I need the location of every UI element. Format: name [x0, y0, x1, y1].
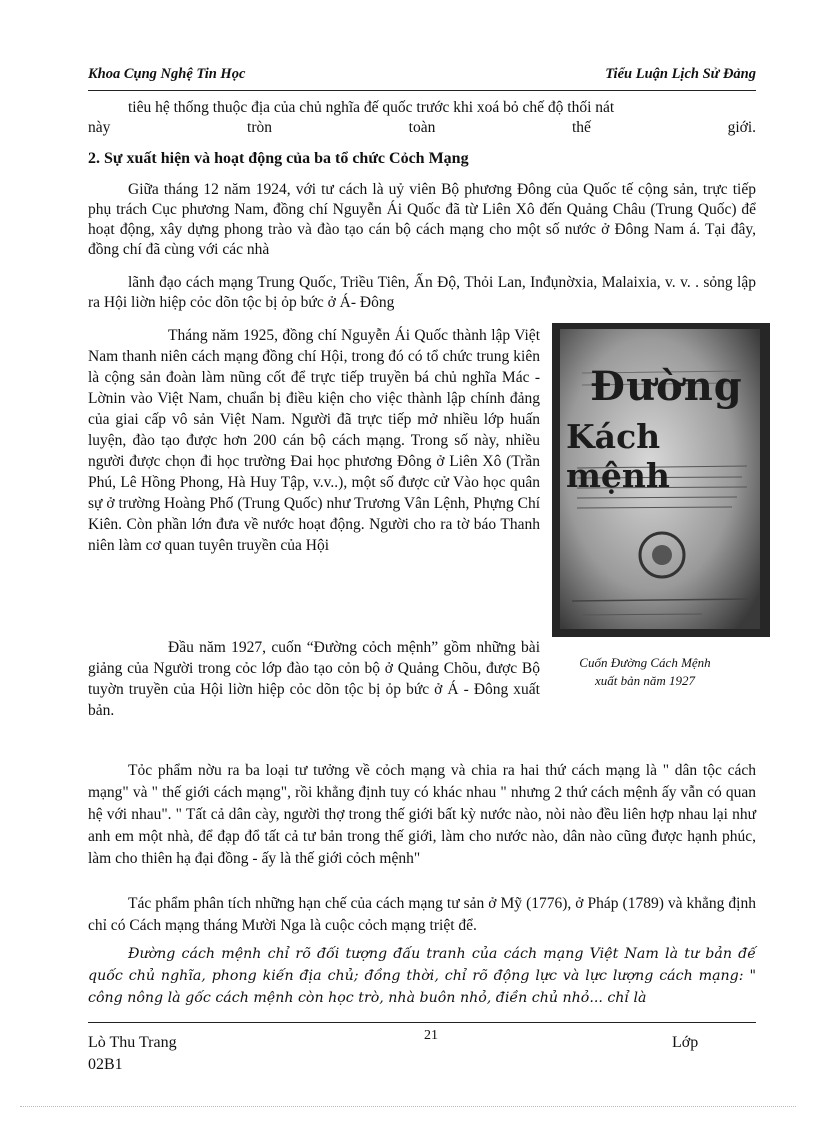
page-number: 21: [424, 1028, 438, 1043]
paragraph-5: Tỏc phẩm nờu ra ba loại tư tưởng về cỏch mạng và chia ra hai thứ cách mạng là " dân tộc cách mạng" và " thế giới cách mạng", rồi khẳng định tuy có khác nhau " nhưng 2 thứ cách mệnh ấy vẫn có quan hệ với nhau". " Tất cả dân cày, người thợ trong thế giới bất kỳ nước nào, nòi nào đều liên hợp nhau lại như anh em một nhà, để đạp đổ tất cả tư bản trong thế giới, làm cho nước nào, dân nào cũng được hạnh phúc, làm cho thiên hạ đại đồng - ấy là thế giới cỏch mệnh": [88, 762, 756, 867]
header-faculty: Khoa Cụng Nghệ Tin Học: [88, 66, 246, 82]
paragraph-2: lãnh đạo cách mạng Trung Quốc, Triều Tiên, Ấn Độ, Thỏi Lan, Inđụnờxia, Malaixia, v. v. . sỏng lập ra Hội liờn hiệp cỏc dõn tộc bị ỏp bức ở Á- Đông: [88, 274, 756, 311]
header-rule: [88, 90, 756, 91]
book-title-2: Kách mệnh: [566, 417, 670, 495]
header-subject: Tiểu Luận Lịch Sử Đảng: [605, 66, 756, 82]
footer-rule: [88, 1022, 756, 1023]
figure-caption: [530, 654, 760, 690]
page-bottom-border: [20, 1106, 796, 1107]
book-cover-image: [552, 323, 770, 637]
page-header: [88, 66, 756, 88]
paragraph-3: Tháng năm 1925, đồng chí Nguyễn Ái Quốc thành lập Việt Nam thanh niên cách mạng đồng chí Hội, trong đó có tổ chức trung kiên là cộng sản đoàn làm nũng cốt để trực tiếp truyền bá chủ nghĩa Mác - Lờnin vào Việt Nam, chuẩn bị điều kiện cho việc thành lập chính đảng của giai cấp vô sản Việt Nam. Người đã trực tiếp mở nhiều lớp huấn luyện, đào tạo được hơn 200 cán bộ cách mạng. Trong số này, nhiều người được chọn đi học trường Đai học phương Đông ở Liên Xô (Trần Phú, Lê Hồng Phong, Hà Huy Tập, v.v..), một số được cử Vào học quân sự ở trường Hoàng Phố (Trung Quốc) như Trương Vân Lệnh, Phựng Chí Kiên. Còn phần lớn đưa về nước hoạt động. Người cho ra tờ báo Thanh niên làm cơ quan tuyên truyền của Hội: [88, 327, 540, 554]
footer-author: Lò Thu Trang: [88, 1034, 177, 1051]
paragraph-6: Tác phẩm phân tích những hạn chế của cách mạng tư sản ở Mỹ (1776), ở Pháp (1789) và khẳng định chỉ có Cách mạng tháng Mười Nga là cuộc cỏch mạng triệt để.: [88, 895, 756, 934]
paragraph-intro-line2: [88, 118, 756, 138]
book-title-1: Đường: [590, 363, 743, 410]
paragraph-4: Đầu năm 1927, cuốn “Đường cỏch mệnh” gồm những bài giảng của Người trong cỏc lớp đào tạo cỏn bộ ở Quảng Chõu, được Bộ tuyờn truyền của Hội liờn hiệp cỏc dõn tộc bị ỏp bức ở Á - Đông xuất bản.: [88, 639, 540, 719]
footer-class-code: 02B1: [88, 1056, 123, 1073]
caption-line-1: Cuốn Đường Cách Mệnh: [579, 655, 711, 670]
caption-line-2: xuất bản năm 1927: [594, 673, 696, 688]
paragraph-intro-line2-text: này tròn toàn thế giới.: [88, 119, 756, 136]
paragraph-7: Đường cách mệnh chỉ rõ đối tượng đấu tranh của cách mạng Việt Nam là tư bản đế quốc chủ nghĩa, phong kiến địa chủ; đồng thời, chỉ rõ động lực và lực lượng cách mạng: " công nông là gốc cách mệnh còn học trò, nhà buôn nhỏ, điền chủ nhỏ... chỉ là: [88, 946, 756, 1006]
paragraph-1: Giữa tháng 12 năm 1924, với tư cách là uỷ viên Bộ phương Đông của Quốc tế cộng sản, trực tiếp phụ trách Cục phương Nam, đồng chí Nguyễn Ái Quốc đã từ Liên Xô đến Quảng Châu (Trung Quốc) để hoạt động, xây dựng phong trào và đào tạo cán bộ cách mạng cho một số nước ở Đông Nam á. Tại đây, đồng chí đã cùng với các nhà: [88, 181, 756, 258]
paragraph-intro-line1: tiêu hệ thống thuộc địa của chủ nghĩa đế quốc trước khi xoá bỏ chế độ thối nát: [128, 99, 615, 116]
footer-class-label: Lớp: [672, 1034, 699, 1051]
section-heading: 2. Sự xuất hiện và hoạt động của ba tổ chức Cỏch Mạng: [88, 150, 469, 167]
